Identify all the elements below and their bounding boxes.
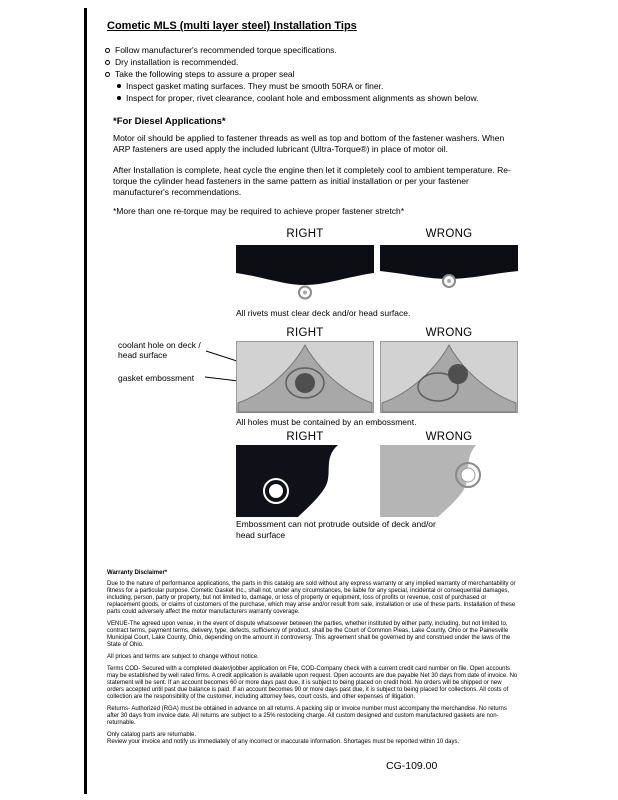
legal-paragraph: Review your invoice and notify us immediately of any incorrect or inaccurate information. Shortages must be reported within 10 days.: [107, 739, 460, 745]
list-item: [117, 80, 535, 92]
tip-text: Inspect gasket mating surfaces. They must be smooth 50RA or finer.: [126, 81, 384, 91]
rivet-wrong-diagram: [380, 245, 518, 303]
right-label: RIGHT: [286, 431, 324, 443]
wrong-label: WRONG: [425, 228, 473, 240]
row1-caption: All rivets must clear deck and/or head surface.: [236, 308, 411, 318]
gasket-embossment-annotation: gasket embossment: [118, 373, 195, 383]
dot-bullet-icon: [117, 84, 121, 88]
circle-bullet-icon: [105, 60, 110, 65]
list-item: [105, 44, 535, 56]
diesel-applications-heading: *For Diesel Applications*: [113, 116, 226, 127]
installation-tips-list: [105, 44, 535, 104]
rivet-right-diagram: [236, 245, 374, 303]
wrong-label: WRONG: [425, 431, 473, 443]
legal-paragraph: All prices and terms are subject to change without notice.: [107, 654, 259, 660]
legal-disclaimer: [107, 570, 519, 751]
page-margin-rule: [84, 8, 87, 794]
circle-bullet-icon: [105, 72, 110, 77]
warranty-disclaimer-heading: Warranty Disclaimer*: [107, 570, 168, 576]
embossment-right-diagram: [236, 341, 374, 413]
row3-caption: Embossment can not protrude outside of deck and/or head surface: [236, 519, 436, 540]
protrusion-right-diagram: [236, 445, 374, 517]
wrong-label: WRONG: [425, 327, 473, 339]
page-code: CG-109.00: [386, 760, 438, 772]
circle-bullet-icon: [105, 48, 110, 53]
coolant-hole-annotation: coolant hole on deck / head surface: [118, 340, 201, 360]
row2-caption: All holes must be contained by an embossment.: [236, 417, 417, 427]
tip-text: Dry installation is recommended.: [115, 57, 239, 67]
legal-paragraph: Only catalog parts are returnable.: [107, 732, 197, 738]
legal-paragraph: Due to the nature of performance applications, the parts in this catalog are sold without any express warranty or any implied warranty of merchantability or fitness for a particular purpose. Cometic Gasket Inc., shall not, under any circumstances, be liable for any special, incidental or consequential damages, including, person, party or property, but not limited to, damage, or loss of property or equipment, loss of profits or revenue, cost of purchased or replacement goods, or claims of customers of the purchase, which may arise and/or result from sale, installation or use of these parts. Installation of these parts could adversely affect the motor manufacturers warranty coverage.: [107, 581, 516, 615]
tip-text: Follow manufacturer's recommended torque specifications.: [115, 45, 337, 55]
embossment-wrong-diagram: [380, 341, 518, 413]
tip-text: Take the following steps to assure a proper seal: [115, 69, 295, 79]
diesel-paragraph-2: After Installation is complete, heat cycle the engine then let it completely cool to ambient temperature. Re-torque the cylinder head fasteners in the same pattern as initial installation or per your fastener manufacturer's recommendations.: [113, 165, 511, 197]
dot-bullet-icon: [117, 96, 121, 100]
list-item: [117, 92, 535, 104]
legal-paragraph: Returns- Authorized (RGA) must be obtained in advance on all returns. A packing slip or invoice number must accompany the merchandise. No returns after 30 days from invoice date. All returns are subject to a 25% restocking charge. All custom designed and custom manufactured gaskets are non-returnable.: [107, 706, 507, 726]
list-item: [105, 56, 535, 68]
legal-paragraph: VENUE-The agreed upon venue, in the event of dispute whatsoever between the parties, whether instituted by either party, including, but not limited to, contract terms, payment terms, delivery, type, defects, sufficiency of product, shall be the Court of Common Pleas, Lake County, Ohio or the Painesville Municipal Court, Lake County, Ohio, depending on the amount in controversy. This agreement shall be governed by and construed under the laws of the State of Ohio.: [107, 621, 511, 648]
list-item: [105, 68, 535, 80]
right-label: RIGHT: [286, 228, 324, 240]
right-label: RIGHT: [286, 327, 324, 339]
page-title: Cometic MLS (multi layer steel) Installation Tips: [107, 20, 357, 32]
protrusion-wrong-diagram: [380, 445, 518, 517]
legal-paragraph: Terms COD- Secured with a completed dealer/jobber application on File, COD-Company check with a current credit card number on file. Open accounts may be established by well rated firms. A credit application is available upon request. Open accounts are due payable Net 30 days from date of invoice. No statement will be sent. If an account becomes 60 or more days past due, it is subject to being placed on credit hold. No orders will be shipped or new orders accepted until past due balance is paid. If an account becomes 90 or more days past due, it is subject to being placed for collections. All costs of collection are the responsibility of the customer, including attorney fees, court costs, and other expenses of litigation.: [107, 666, 518, 700]
tip-text: Inspect for proper, rivet clearance, coolant hole and embossment alignments as shown below.: [126, 93, 479, 103]
diesel-paragraph-1: Motor oil should be applied to fastener threads as well as top and bottom of the fastener washers. When ARP fasteners are used apply the included lubricant (Ultra-Torque®) in place of motor oil.: [113, 133, 505, 154]
retorque-note: *More than one re-torque may be required to achieve proper fastener stretch*: [113, 206, 405, 216]
